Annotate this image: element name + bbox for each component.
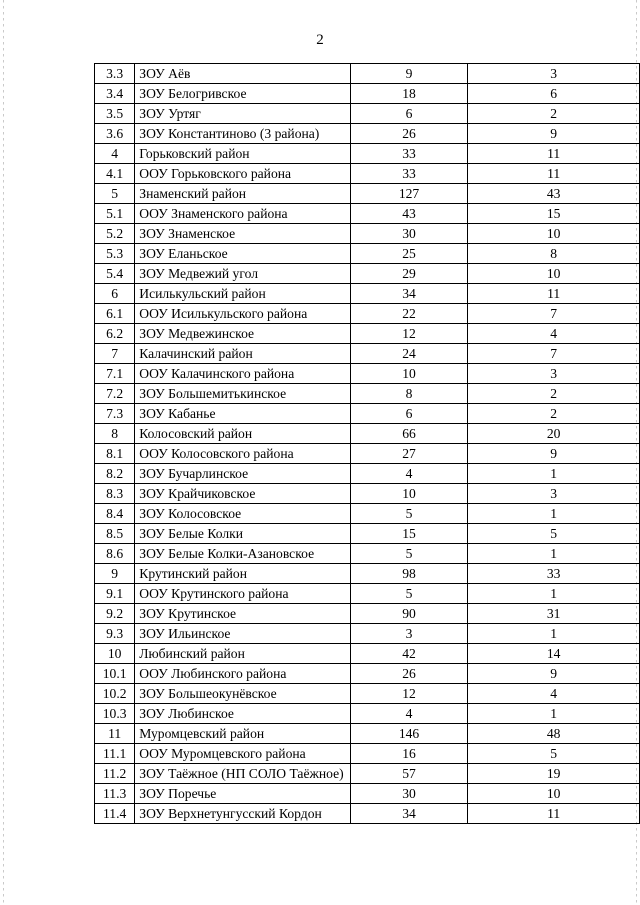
row-number-cell: 3.3 (95, 64, 135, 84)
row-name-cell: ЗОУ Белые Колки-Азановское (135, 544, 351, 564)
row-value1-cell: 5 (350, 504, 468, 524)
row-number-cell: 3.5 (95, 104, 135, 124)
table-body (95, 64, 640, 824)
row-number-cell: 7.3 (95, 404, 135, 424)
row-number-cell: 9.2 (95, 604, 135, 624)
row-value1-cell: 66 (350, 424, 468, 444)
row-value2-cell: 2 (468, 104, 640, 124)
row-value1-cell: 4 (350, 464, 468, 484)
row-value2-cell: 31 (468, 604, 640, 624)
row-number-cell: 4 (95, 144, 135, 164)
row-value2-cell: 1 (468, 584, 640, 604)
row-value1-cell: 9 (350, 64, 468, 84)
row-number-cell: 5.1 (95, 204, 135, 224)
row-value1-cell: 30 (350, 784, 468, 804)
table-row (95, 544, 640, 564)
row-value2-cell: 3 (468, 364, 640, 384)
row-number-cell: 8 (95, 424, 135, 444)
table-row (95, 64, 640, 84)
row-name-cell: Муромцевский район (135, 724, 351, 744)
row-value2-cell: 1 (468, 544, 640, 564)
table-row (95, 224, 640, 244)
row-value1-cell: 6 (350, 104, 468, 124)
row-value2-cell: 1 (468, 704, 640, 724)
row-name-cell: ЗОУ Белогривское (135, 84, 351, 104)
row-value2-cell: 1 (468, 464, 640, 484)
row-name-cell: ЗОУ Верхнетунгусский Кордон (135, 804, 351, 824)
row-value1-cell: 127 (350, 184, 468, 204)
row-value2-cell: 9 (468, 124, 640, 144)
row-value2-cell: 20 (468, 424, 640, 444)
table-row (95, 684, 640, 704)
row-value1-cell: 25 (350, 244, 468, 264)
row-number-cell: 10.3 (95, 704, 135, 724)
row-name-cell: ООУ Исилькульского района (135, 304, 351, 324)
row-value2-cell: 19 (468, 764, 640, 784)
row-name-cell: Крутинский район (135, 564, 351, 584)
table-row (95, 744, 640, 764)
row-number-cell: 5 (95, 184, 135, 204)
table-row (95, 624, 640, 644)
row-name-cell: ЗОУ Ильинское (135, 624, 351, 644)
row-value1-cell: 22 (350, 304, 468, 324)
row-value2-cell: 5 (468, 524, 640, 544)
row-number-cell: 8.3 (95, 484, 135, 504)
table-row (95, 564, 640, 584)
row-value1-cell: 6 (350, 404, 468, 424)
row-name-cell: ЗОУ Аёв (135, 64, 351, 84)
row-value2-cell: 33 (468, 564, 640, 584)
row-number-cell: 5.3 (95, 244, 135, 264)
row-value1-cell: 33 (350, 144, 468, 164)
row-name-cell: ЗОУ Константиново (3 района) (135, 124, 351, 144)
row-value1-cell: 26 (350, 124, 468, 144)
row-value1-cell: 57 (350, 764, 468, 784)
row-name-cell: ЗОУ Поречье (135, 784, 351, 804)
table-row (95, 524, 640, 544)
row-value2-cell: 15 (468, 204, 640, 224)
table-row (95, 704, 640, 724)
row-name-cell: Колосовский район (135, 424, 351, 444)
row-value1-cell: 12 (350, 324, 468, 344)
row-value2-cell: 11 (468, 284, 640, 304)
row-name-cell: ЗОУ Большемитькинское (135, 384, 351, 404)
row-number-cell: 6.2 (95, 324, 135, 344)
table-row (95, 804, 640, 824)
row-value2-cell: 7 (468, 304, 640, 324)
row-name-cell: ООУ Знаменского района (135, 204, 351, 224)
row-value1-cell: 5 (350, 544, 468, 564)
row-value1-cell: 34 (350, 284, 468, 304)
row-value1-cell: 4 (350, 704, 468, 724)
row-name-cell: ЗОУ Знаменское (135, 224, 351, 244)
row-name-cell: ООУ Горьковского района (135, 164, 351, 184)
row-value2-cell: 9 (468, 444, 640, 464)
row-value1-cell: 12 (350, 684, 468, 704)
row-value1-cell: 43 (350, 204, 468, 224)
table-row (95, 484, 640, 504)
row-number-cell: 7 (95, 344, 135, 364)
table-row (95, 384, 640, 404)
row-value1-cell: 98 (350, 564, 468, 584)
row-value2-cell: 9 (468, 664, 640, 684)
table-row (95, 464, 640, 484)
row-number-cell: 11.2 (95, 764, 135, 784)
row-name-cell: ЗОУ Медвежинское (135, 324, 351, 344)
table-row (95, 644, 640, 664)
table-row (95, 584, 640, 604)
left-scan-edge (3, 0, 4, 905)
row-name-cell: ЗОУ Большеокунёвское (135, 684, 351, 704)
row-value2-cell: 10 (468, 264, 640, 284)
table-row (95, 604, 640, 624)
row-value1-cell: 27 (350, 444, 468, 464)
row-number-cell: 9 (95, 564, 135, 584)
table-row (95, 404, 640, 424)
table-row (95, 184, 640, 204)
row-name-cell: Знаменский район (135, 184, 351, 204)
row-name-cell: ООУ Колосовского района (135, 444, 351, 464)
row-number-cell: 7.1 (95, 364, 135, 384)
row-value2-cell: 4 (468, 684, 640, 704)
allocation-table (94, 63, 640, 824)
row-value1-cell: 5 (350, 584, 468, 604)
row-number-cell: 6.1 (95, 304, 135, 324)
row-value2-cell: 11 (468, 144, 640, 164)
row-number-cell: 11.4 (95, 804, 135, 824)
page-number: 2 (316, 32, 324, 48)
row-name-cell: ООУ Муромцевского района (135, 744, 351, 764)
table-row (95, 304, 640, 324)
row-value2-cell: 2 (468, 404, 640, 424)
row-value1-cell: 10 (350, 364, 468, 384)
row-value1-cell: 3 (350, 624, 468, 644)
table-row (95, 424, 640, 444)
row-value1-cell: 10 (350, 484, 468, 504)
table-row (95, 664, 640, 684)
row-value1-cell: 8 (350, 384, 468, 404)
row-value1-cell: 16 (350, 744, 468, 764)
row-number-cell: 8.5 (95, 524, 135, 544)
table-row (95, 504, 640, 524)
table-row (95, 264, 640, 284)
table-row (95, 344, 640, 364)
row-name-cell: ООУ Калачинского района (135, 364, 351, 384)
table-row (95, 244, 640, 264)
row-name-cell: ЗОУ Таёжное (НП СОЛО Таёжное) (135, 764, 351, 784)
row-name-cell: ЗОУ Крайчиковское (135, 484, 351, 504)
row-name-cell: ЗОУ Кабанье (135, 404, 351, 424)
row-number-cell: 10.1 (95, 664, 135, 684)
table-row (95, 764, 640, 784)
table-row (95, 284, 640, 304)
row-value2-cell: 3 (468, 64, 640, 84)
row-number-cell: 11 (95, 724, 135, 744)
row-value2-cell: 14 (468, 644, 640, 664)
row-number-cell: 8.4 (95, 504, 135, 524)
row-value2-cell: 7 (468, 344, 640, 364)
table-row (95, 84, 640, 104)
row-value1-cell: 34 (350, 804, 468, 824)
table-row (95, 124, 640, 144)
row-value2-cell: 6 (468, 84, 640, 104)
row-value2-cell: 11 (468, 164, 640, 184)
row-number-cell: 10 (95, 644, 135, 664)
row-name-cell: ЗОУ Еланьское (135, 244, 351, 264)
row-number-cell: 10.2 (95, 684, 135, 704)
row-value1-cell: 29 (350, 264, 468, 284)
row-number-cell: 8.1 (95, 444, 135, 464)
row-number-cell: 8.6 (95, 544, 135, 564)
row-name-cell: ЗОУ Медвежий угол (135, 264, 351, 284)
row-number-cell: 9.3 (95, 624, 135, 644)
row-name-cell: ЗОУ Колосовское (135, 504, 351, 524)
row-number-cell: 6 (95, 284, 135, 304)
row-name-cell: Любинский район (135, 644, 351, 664)
row-value2-cell: 3 (468, 484, 640, 504)
row-number-cell: 8.2 (95, 464, 135, 484)
row-value1-cell: 15 (350, 524, 468, 544)
table-row (95, 204, 640, 224)
row-value1-cell: 90 (350, 604, 468, 624)
row-name-cell: ООУ Любинского района (135, 664, 351, 684)
row-value1-cell: 30 (350, 224, 468, 244)
row-value2-cell: 10 (468, 224, 640, 244)
table-row (95, 164, 640, 184)
row-number-cell: 11.1 (95, 744, 135, 764)
row-number-cell: 9.1 (95, 584, 135, 604)
row-value1-cell: 26 (350, 664, 468, 684)
table-row (95, 724, 640, 744)
row-value2-cell: 8 (468, 244, 640, 264)
row-name-cell: ЗОУ Белые Колки (135, 524, 351, 544)
row-name-cell: ЗОУ Бучарлинское (135, 464, 351, 484)
row-value1-cell: 146 (350, 724, 468, 744)
row-value1-cell: 24 (350, 344, 468, 364)
row-value2-cell: 48 (468, 724, 640, 744)
table-row (95, 364, 640, 384)
row-name-cell: Горьковский район (135, 144, 351, 164)
table-row (95, 104, 640, 124)
row-number-cell: 4.1 (95, 164, 135, 184)
row-value2-cell: 1 (468, 504, 640, 524)
row-name-cell: ЗОУ Уртяг (135, 104, 351, 124)
row-name-cell: Исилькульский район (135, 284, 351, 304)
table-row (95, 444, 640, 464)
row-number-cell: 3.6 (95, 124, 135, 144)
row-value1-cell: 33 (350, 164, 468, 184)
row-value2-cell: 10 (468, 784, 640, 804)
row-name-cell: Калачинский район (135, 344, 351, 364)
row-value2-cell: 1 (468, 624, 640, 644)
row-number-cell: 11.3 (95, 784, 135, 804)
row-value2-cell: 5 (468, 744, 640, 764)
row-name-cell: ЗОУ Любинское (135, 704, 351, 724)
table-row (95, 324, 640, 344)
row-value1-cell: 42 (350, 644, 468, 664)
row-value1-cell: 18 (350, 84, 468, 104)
row-number-cell: 3.4 (95, 84, 135, 104)
row-number-cell: 5.2 (95, 224, 135, 244)
row-value2-cell: 4 (468, 324, 640, 344)
table-row (95, 144, 640, 164)
row-value2-cell: 11 (468, 804, 640, 824)
row-value2-cell: 2 (468, 384, 640, 404)
row-name-cell: ЗОУ Крутинское (135, 604, 351, 624)
row-number-cell: 5.4 (95, 264, 135, 284)
table-row (95, 784, 640, 804)
row-number-cell: 7.2 (95, 384, 135, 404)
row-value2-cell: 43 (468, 184, 640, 204)
row-name-cell: ООУ Крутинского района (135, 584, 351, 604)
